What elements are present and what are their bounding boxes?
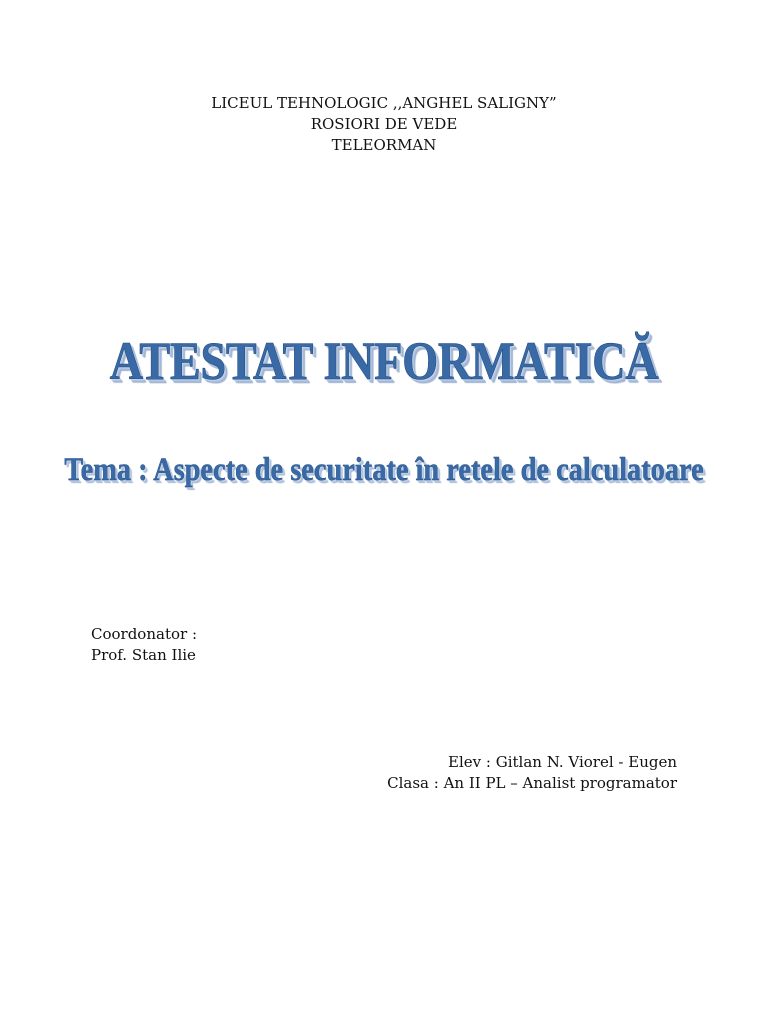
student-name: Elev : Gitlan N. Viorel - Eugen bbox=[448, 753, 677, 771]
coordinator-block bbox=[91, 624, 197, 666]
document-subtitle: Tema : Aspecte de securitate în retele de calculatoare bbox=[64, 452, 704, 488]
school-city: ROSIORI DE VEDE bbox=[310, 115, 458, 133]
school-county: TELEORMAN bbox=[331, 136, 437, 154]
coordinator-name: Prof. Stan Ilie bbox=[91, 646, 196, 664]
coordinator-label: Coordonator : bbox=[91, 625, 197, 643]
school-name: LICEUL TEHNOLOGIC ,,ANGHEL SALIGNY” bbox=[211, 94, 557, 112]
document-title: ATESTAT INFORMATICĂ bbox=[109, 331, 659, 391]
student-class: Clasa : An II PL – Analist programator bbox=[387, 774, 677, 792]
student-block bbox=[387, 752, 677, 794]
school-header bbox=[0, 93, 768, 156]
